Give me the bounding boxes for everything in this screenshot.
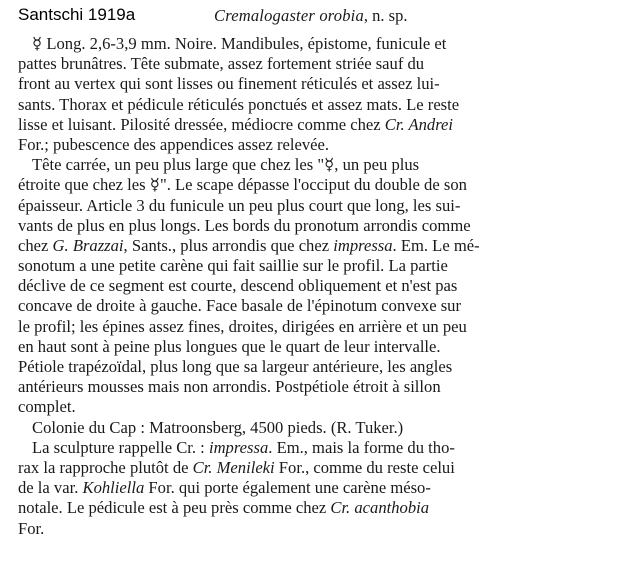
text-run: sants. Thorax et pédicule réticulés ponctués et assez mats. Le reste [18, 94, 460, 114]
text-line [18, 34, 628, 54]
text-line [18, 478, 628, 498]
text-run: Tête carrée, un peu plus large que chez les "☿, un peu plus [32, 155, 420, 175]
text-line [18, 74, 628, 94]
text-run: notale. Le pédicule est à peu près comme chez [18, 498, 331, 518]
text-line [18, 438, 628, 458]
text-run: de la var. [18, 478, 83, 498]
text-run: For. [18, 518, 45, 538]
text-line [18, 54, 628, 74]
text-run: For.; pubescence des appendices assez relevée. [18, 134, 329, 154]
text-run: For. qui porte également une carène méso- [144, 478, 431, 498]
text-line [18, 296, 628, 316]
description-body [18, 34, 628, 539]
text-line [18, 418, 628, 438]
text-run: ☿ Long. 2,6-3,9 mm. Noire. Mandibules, épistome, funicule et [32, 34, 447, 53]
text-run: lisse et luisant. Pilosité dressée, médiocre comme chez [18, 114, 385, 134]
text-line [18, 397, 628, 417]
text-run: chez [18, 235, 53, 255]
italic-taxon: Cr. Andrei [384, 114, 454, 134]
text-line [18, 95, 628, 115]
text-run: en haut sont à peine plus longues que le quart de leur intervalle. [18, 336, 441, 356]
text-run: For., comme du reste celui [274, 457, 455, 477]
species-name: Cremalogaster orobia [214, 6, 364, 25]
text-run: le profil; les épines assez fines, droites, dirigées en arrière et un peu [18, 316, 467, 336]
text-run: pattes brunâtres. Tête submate, assez fortement striée sauf du [18, 54, 425, 74]
text-line [18, 458, 628, 478]
text-line [18, 357, 628, 377]
text-run: complet. [18, 397, 76, 417]
text-line [18, 236, 628, 256]
text-run: . Em. Le mé- [392, 235, 480, 255]
text-run: , Sants., plus arrondis que chez [123, 235, 334, 255]
italic-taxon: impressa [208, 437, 269, 457]
text-line [18, 135, 628, 155]
text-line [18, 196, 628, 216]
text-line [18, 337, 628, 357]
text-run: concave de droite à gauche. Face basale de l'épinotum convexe sur [18, 296, 461, 316]
text-run: La sculpture rappelle Cr. : [32, 437, 209, 457]
italic-taxon: Kohliella [82, 478, 145, 498]
species-suffix: , n. sp. [363, 6, 408, 25]
italic-taxon: Cr. acanthobia [330, 498, 430, 518]
italic-taxon: Cr. Menileki [192, 457, 275, 477]
text-line [18, 519, 628, 539]
header [18, 4, 628, 30]
text-line [18, 498, 628, 518]
text-run: . Em., mais la forme du tho- [268, 437, 455, 457]
species-title [214, 5, 407, 27]
text-run: vants de plus en plus longs. Les bords du pronotum arrondis comme [18, 215, 471, 235]
text-line [18, 175, 628, 195]
text-run: étroite que chez les ☿". Le scape dépasse l'occiput du double de son [18, 175, 467, 195]
citation-label: Santschi 1919a [18, 5, 136, 24]
text-line [18, 216, 628, 236]
text-run: épaisseur. Article 3 du funicule un peu plus court que long, les sui- [18, 195, 461, 215]
italic-taxon: G. Brazzai [52, 235, 124, 255]
text-run: déclive de ce segment est courte, descend obliquement et n'est pas [18, 276, 458, 296]
text-run: sonotum a une petite carène qui fait saillie sur le profil. La partie [18, 256, 448, 276]
text-line [18, 256, 628, 276]
text-run: Pétiole trapézoïdal, plus long que sa largeur antérieure, les angles [18, 357, 453, 376]
text-run: front au vertex qui sont lisses ou finement réticulés et assez lui- [18, 74, 440, 94]
text-line [18, 377, 628, 397]
text-run: rax la rapproche plutôt de [18, 457, 193, 477]
text-line [18, 155, 628, 175]
italic-taxon: impressa [333, 235, 393, 255]
text-run: antérieurs mousses mais non arrondis. Postpétiole étroit à sillon [18, 377, 441, 397]
text-run: Colonie du Cap : Matroonsberg, 4500 pieds. (R. Tuker.) [32, 417, 404, 437]
text-line [18, 115, 628, 135]
text-line [18, 317, 628, 337]
text-line [18, 276, 628, 296]
